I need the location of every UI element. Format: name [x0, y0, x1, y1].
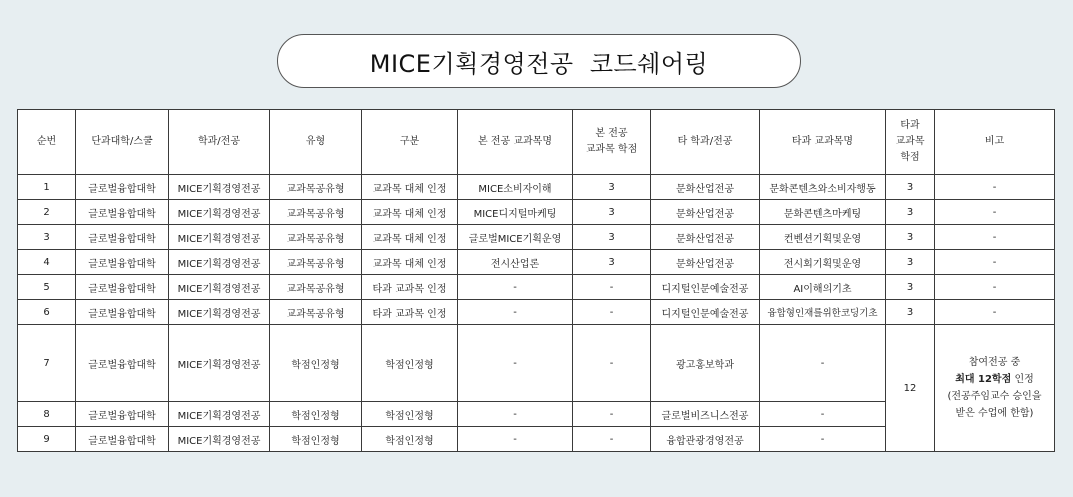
cell-own-course: - — [458, 300, 573, 325]
cell-own-credit: - — [573, 325, 651, 402]
cell-own-course: 글로벌MICE기획운영 — [458, 225, 573, 250]
note-line4: 받은 수업에 한함) — [955, 408, 1034, 419]
cell-other-course: - — [760, 325, 886, 402]
cell-category: 교과목 대체 인정 — [362, 225, 458, 250]
cell-note: - — [935, 200, 1055, 225]
cell-own-course: - — [458, 427, 573, 452]
header-dept: 학과/전공 — [169, 110, 270, 175]
cell-own-course: 전시산업론 — [458, 250, 573, 275]
code-sharing-table — [17, 109, 1055, 452]
cell-type: 교과목공유형 — [270, 200, 362, 225]
cell-other-course: 융합형인재를위한코딩기초 — [760, 300, 886, 325]
header-other-credit-line1: 타과 — [900, 120, 920, 131]
cell-other-dept: 문화산업전공 — [651, 225, 760, 250]
note-line1: 참여전공 중 — [968, 357, 1021, 368]
cell-other-dept: 글로벌비즈니스전공 — [651, 402, 760, 427]
cell-dept: MICE기획경영전공 — [169, 275, 270, 300]
cell-college: 글로벌융합대학 — [76, 225, 169, 250]
header-note: 비고 — [935, 110, 1055, 175]
cell-category: 학점인정형 — [362, 402, 458, 427]
cell-dept: MICE기획경영전공 — [169, 225, 270, 250]
cell-no: 4 — [18, 250, 76, 275]
cell-type: 학점인정형 — [270, 427, 362, 452]
header-other-dept: 타 학과/전공 — [651, 110, 760, 175]
cell-no: 1 — [18, 175, 76, 200]
cell-other-credit: 3 — [886, 200, 935, 225]
cell-own-credit: 3 — [573, 175, 651, 200]
cell-note: - — [935, 175, 1055, 200]
cell-college: 글로벌융합대학 — [76, 250, 169, 275]
cell-note: - — [935, 225, 1055, 250]
table-row — [18, 200, 1055, 225]
cell-category: 교과목 대체 인정 — [362, 200, 458, 225]
header-own-credit-line1: 본 전공 — [595, 128, 628, 139]
cell-other-credit-merged: 12 — [886, 325, 935, 452]
cell-own-credit: - — [573, 402, 651, 427]
cell-no: 6 — [18, 300, 76, 325]
cell-college: 글로벌융합대학 — [76, 200, 169, 225]
cell-dept: MICE기획경영전공 — [169, 300, 270, 325]
cell-category: 학점인정형 — [362, 325, 458, 402]
cell-college: 글로벌융합대학 — [76, 275, 169, 300]
cell-other-dept: 디지털인문예술전공 — [651, 275, 760, 300]
cell-own-course: - — [458, 325, 573, 402]
cell-no: 9 — [18, 427, 76, 452]
cell-note: - — [935, 275, 1055, 300]
cell-no: 5 — [18, 275, 76, 300]
cell-own-course: - — [458, 275, 573, 300]
cell-other-credit: 3 — [886, 275, 935, 300]
header-no: 순번 — [18, 110, 76, 175]
header-other-credit-line2: 교과목 — [895, 136, 925, 147]
cell-note: - — [935, 300, 1055, 325]
cell-college: 글로벌융합대학 — [76, 427, 169, 452]
cell-dept: MICE기획경영전공 — [169, 427, 270, 452]
header-category: 구분 — [362, 110, 458, 175]
cell-type: 교과목공유형 — [270, 275, 362, 300]
cell-no: 8 — [18, 402, 76, 427]
cell-other-course: AI이해의기초 — [760, 275, 886, 300]
cell-dept: MICE기획경영전공 — [169, 325, 270, 402]
header-other-credit — [886, 110, 935, 175]
note-line3: (전공주임교수 승인을 — [947, 391, 1042, 402]
cell-other-dept: 문화산업전공 — [651, 250, 760, 275]
table-row — [18, 225, 1055, 250]
table-row — [18, 250, 1055, 275]
cell-other-course: 컨벤션기획및운영 — [760, 225, 886, 250]
header-own-credit-line2: 교과목 학점 — [585, 144, 638, 155]
cell-own-credit: - — [573, 275, 651, 300]
cell-own-course: MICE디지털마케팅 — [458, 200, 573, 225]
cell-own-credit: - — [573, 427, 651, 452]
page-title-text: MICE기획경영전공 코드쉐어링 — [369, 49, 709, 78]
page-title — [277, 34, 801, 88]
cell-dept: MICE기획경영전공 — [169, 250, 270, 275]
cell-other-dept: 디지털인문예술전공 — [651, 300, 760, 325]
cell-other-credit: 3 — [886, 300, 935, 325]
cell-note-merged — [935, 325, 1055, 452]
cell-category: 타과 교과목 인정 — [362, 300, 458, 325]
table-header-row — [18, 110, 1055, 175]
cell-own-course: MICE소비자이해 — [458, 175, 573, 200]
cell-category: 교과목 대체 인정 — [362, 250, 458, 275]
cell-other-dept: 광고홍보학과 — [651, 325, 760, 402]
cell-dept: MICE기획경영전공 — [169, 175, 270, 200]
cell-note: - — [935, 250, 1055, 275]
table-row — [18, 300, 1055, 325]
cell-dept: MICE기획경영전공 — [169, 200, 270, 225]
cell-own-course: - — [458, 402, 573, 427]
note-line2-bold: 최대 12학점 — [955, 374, 1012, 385]
cell-other-credit: 3 — [886, 250, 935, 275]
header-college: 단과대학/스쿨 — [76, 110, 169, 175]
cell-type: 학점인정형 — [270, 325, 362, 402]
cell-no: 7 — [18, 325, 76, 402]
table-row — [18, 275, 1055, 300]
cell-college: 글로벌융합대학 — [76, 300, 169, 325]
cell-type: 학점인정형 — [270, 402, 362, 427]
cell-other-course: 전시회기획및운영 — [760, 250, 886, 275]
cell-other-dept: 융합관광경영전공 — [651, 427, 760, 452]
cell-other-course: 문화콘텐츠와소비자행동 — [760, 175, 886, 200]
cell-other-dept: 문화산업전공 — [651, 200, 760, 225]
cell-dept: MICE기획경영전공 — [169, 402, 270, 427]
cell-category: 학점인정형 — [362, 427, 458, 452]
cell-college: 글로벌융합대학 — [76, 402, 169, 427]
cell-other-dept: 문화산업전공 — [651, 175, 760, 200]
table-row — [18, 175, 1055, 200]
cell-other-course: 문화콘텐츠마케팅 — [760, 200, 886, 225]
header-type: 유형 — [270, 110, 362, 175]
cell-no: 3 — [18, 225, 76, 250]
cell-college: 글로벌융합대학 — [76, 325, 169, 402]
cell-own-credit: - — [573, 300, 651, 325]
cell-category: 교과목 대체 인정 — [362, 175, 458, 200]
cell-other-course: - — [760, 402, 886, 427]
header-own-credit — [573, 110, 651, 175]
note-line2-rest: 인정 — [1011, 374, 1034, 385]
cell-college: 글로벌융합대학 — [76, 175, 169, 200]
cell-own-credit: 3 — [573, 200, 651, 225]
cell-own-credit: 3 — [573, 225, 651, 250]
header-other-course: 타과 교과목명 — [760, 110, 886, 175]
cell-type: 교과목공유형 — [270, 300, 362, 325]
cell-no: 2 — [18, 200, 76, 225]
table-row — [18, 325, 1055, 402]
header-own-course: 본 전공 교과목명 — [458, 110, 573, 175]
header-other-credit-line3: 학점 — [900, 152, 920, 163]
cell-other-course: - — [760, 427, 886, 452]
cell-type: 교과목공유형 — [270, 175, 362, 200]
cell-category: 타과 교과목 인정 — [362, 275, 458, 300]
cell-other-credit: 3 — [886, 175, 935, 200]
cell-type: 교과목공유형 — [270, 225, 362, 250]
cell-other-credit: 3 — [886, 225, 935, 250]
cell-own-credit: 3 — [573, 250, 651, 275]
cell-type: 교과목공유형 — [270, 250, 362, 275]
